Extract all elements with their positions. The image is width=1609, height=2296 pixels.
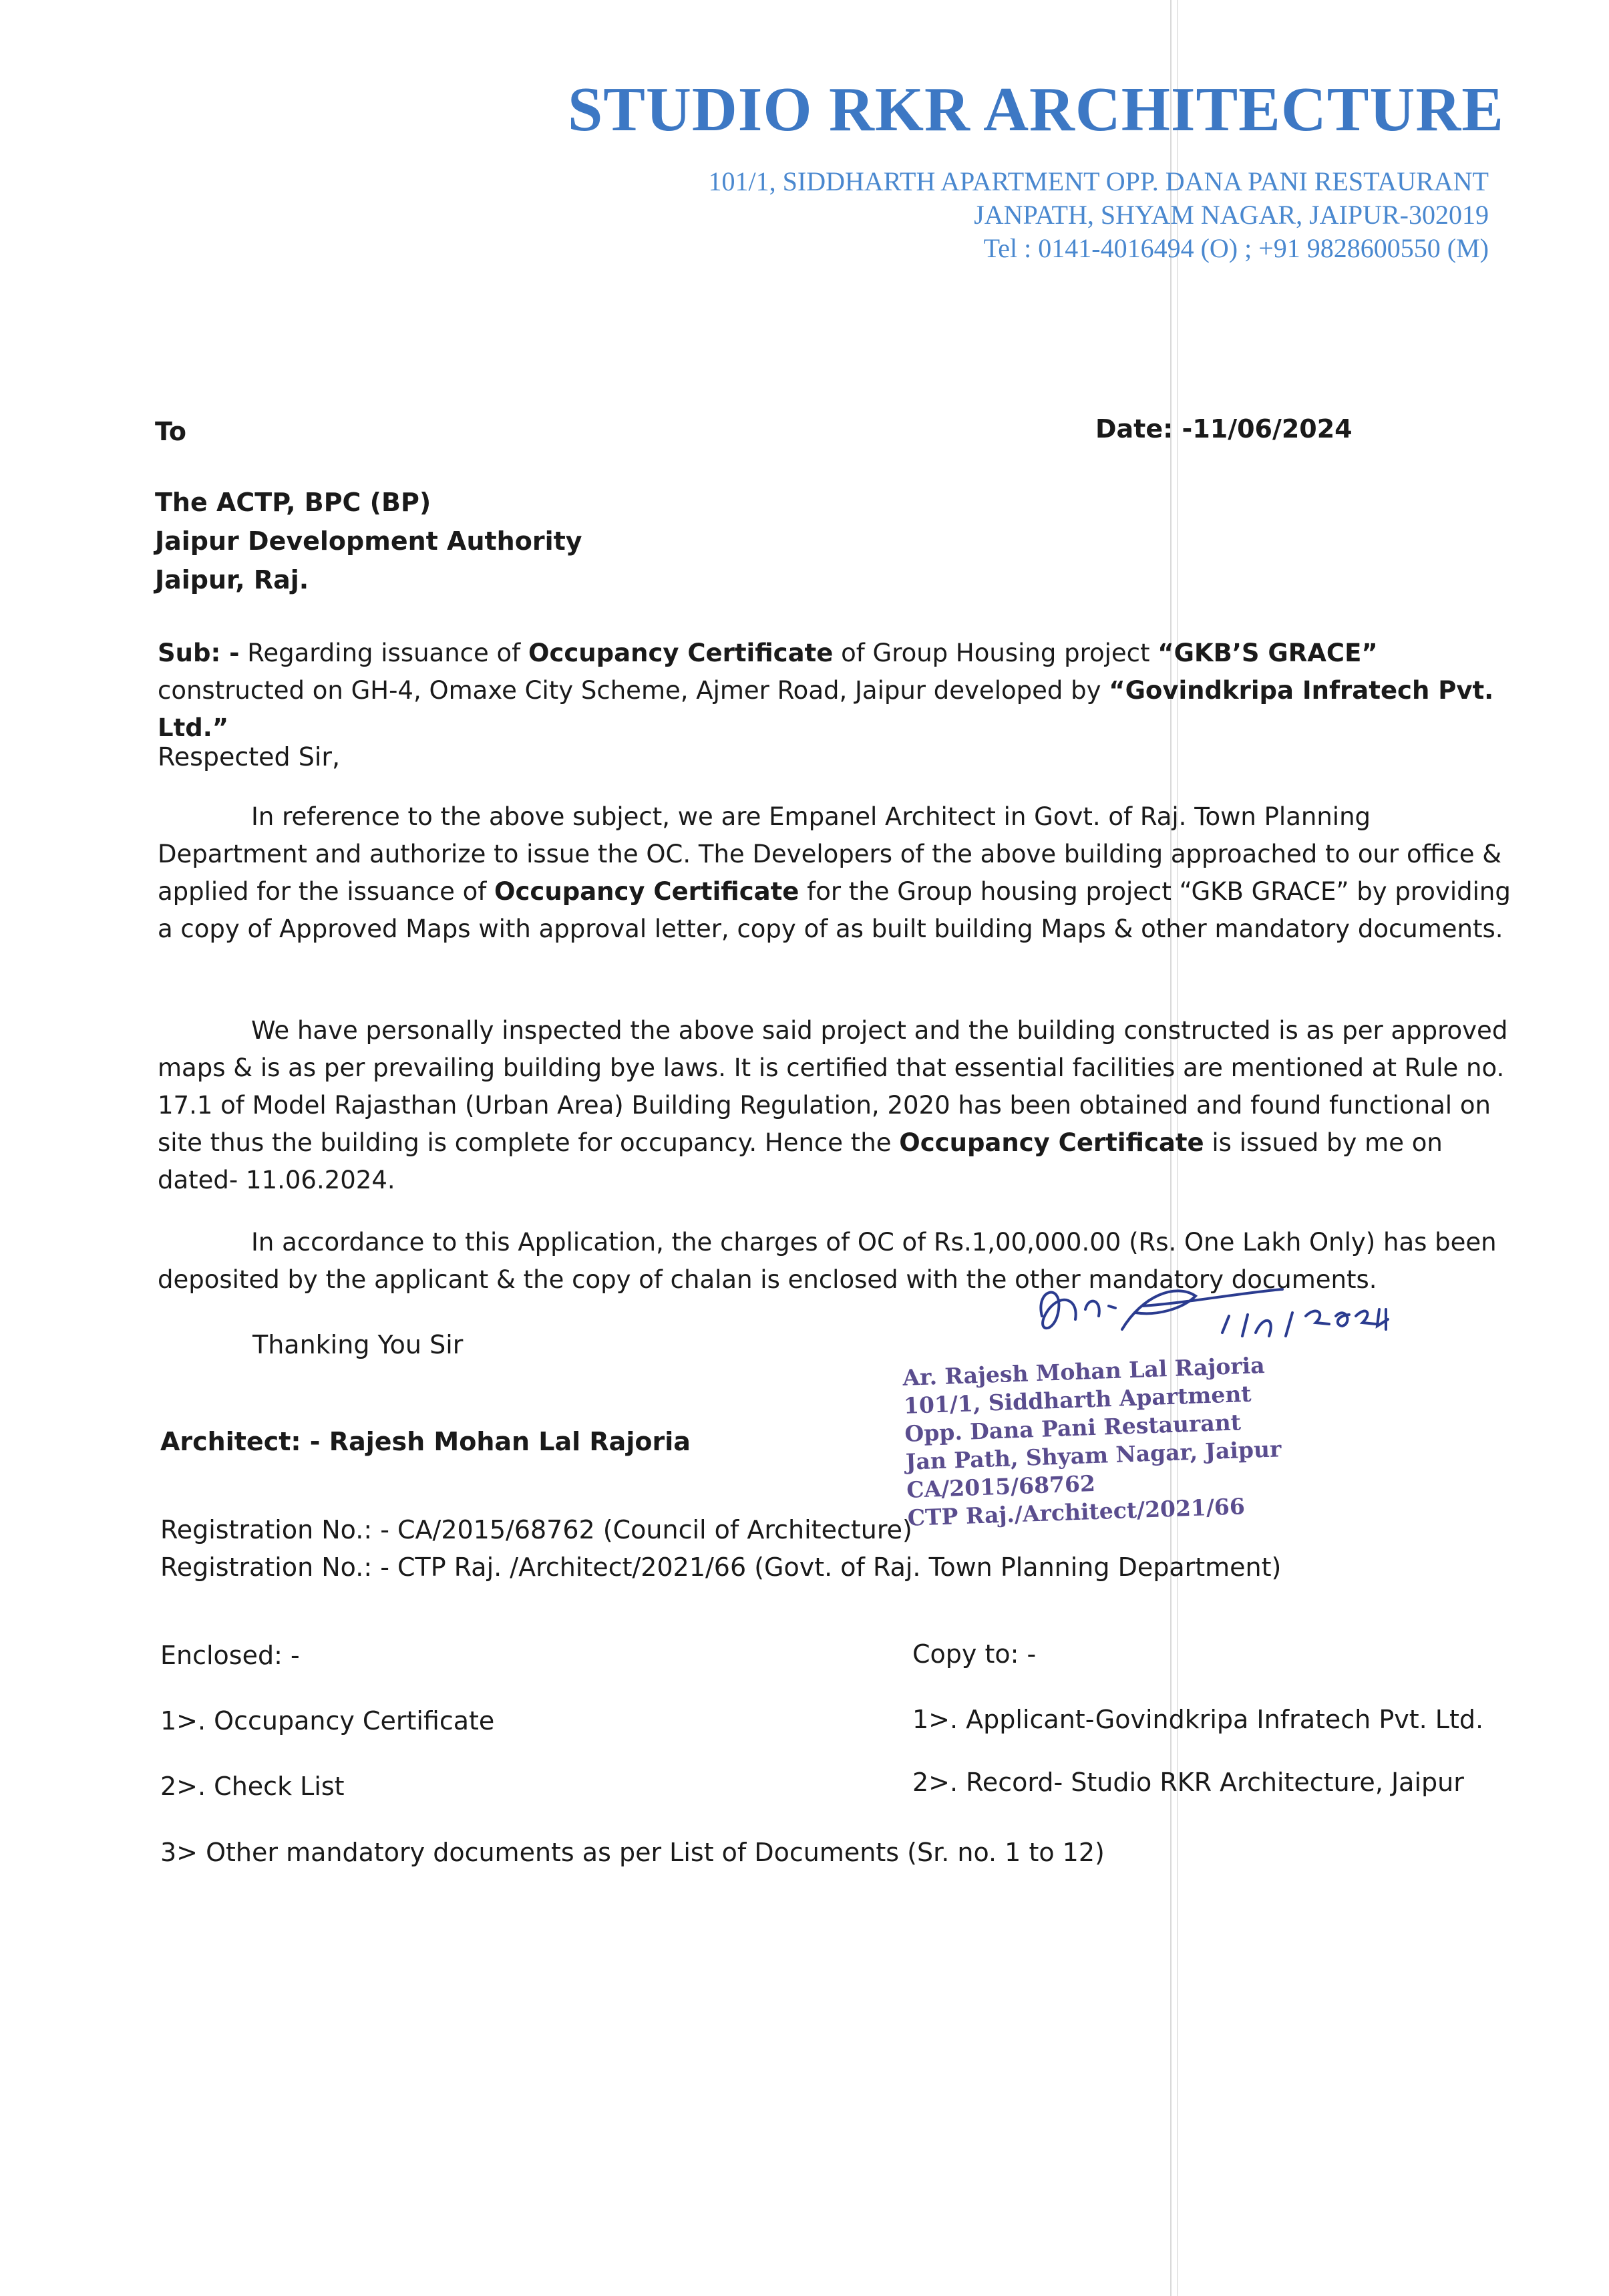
enclosed-item: 1>. Occupancy Certificate: [160, 1706, 495, 1736]
letter-date: Date: -11/06/2024: [1095, 414, 1353, 444]
to-label: To: [155, 417, 186, 446]
registration-2: Registration No.: - CTP Raj. /Architect/2021/66 (Govt. of Raj. Town Planning Department): [160, 1552, 1282, 1582]
enclosed-item: 3> Other mandatory documents as per List of Documents (Sr. no. 1 to 12): [160, 1838, 1105, 1867]
letterhead-address-1: 101/1, SIDDHARTH APARTMENT OPP. DANA PANI RESTAURANT: [708, 166, 1489, 196]
closing-line: Thanking You Sir: [252, 1330, 464, 1359]
letterhead-address-2: JANPATH, SHYAM NAGAR, JAIPUR-302019: [974, 200, 1489, 230]
stamp-line: 101/1, Siddharth Apartment: [903, 1380, 1252, 1419]
subject-developer-name: “Govindkripa Infratech Pvt. Ltd.”: [158, 676, 1494, 742]
salutation: Respected Sir,: [158, 742, 341, 772]
paragraph-text: In reference to the above subject, we are Empanel Architect in Govt. of Raj. Town Planning Department and authorize to issue the OC. The Developers of the above building approached to our office & applied for the issuance of: [158, 802, 1502, 906]
enclosed-label: Enclosed: -: [160, 1641, 300, 1670]
copy-to-label: Copy to: -: [912, 1639, 1037, 1669]
subject-paragraph: [158, 635, 1513, 747]
paragraph-bold: Occupancy Certificate: [494, 877, 799, 906]
stamp-line: Opp. Dana Pani Restaurant: [904, 1409, 1242, 1447]
recipient-line-1: The ACTP, BPC (BP): [155, 488, 431, 517]
paragraph-text: for the Group housing project “GKB GRACE” by providing a copy of Approved Maps with approval letter, copy of as built building Maps & other mandatory documents.: [158, 877, 1511, 943]
subject-text: Regarding issuance of: [239, 639, 528, 667]
paragraph-text: is issued by me on dated- 11.06.2024.: [158, 1128, 1443, 1194]
stamp-line: Ar. Rajesh Mohan Lal Rajoria: [902, 1352, 1266, 1391]
copy-to-item: 2>. Record- Studio RKR Architecture, Jaipur: [912, 1768, 1464, 1797]
subject-project-name: “GKB’S GRACE”: [1157, 639, 1378, 667]
stamp-line: CA/2015/68762: [906, 1470, 1096, 1503]
subject-text: of Group Housing project: [833, 639, 1158, 667]
body-paragraph-1: [158, 798, 1520, 948]
copy-to-item: 1>. Applicant-Govindkripa Infratech Pvt. Ltd.: [912, 1705, 1484, 1734]
recipient-line-3: Jaipur, Raj.: [155, 565, 309, 595]
stamp-line: Jan Path, Shyam Nagar, Jaipur: [905, 1436, 1282, 1475]
enclosed-item: 2>. Check List: [160, 1772, 345, 1801]
letterhead-phone: Tel : 0141-4016494 (O) ; +91 9828600550 (M): [983, 233, 1489, 263]
subject-bold: Occupancy Certificate: [528, 639, 834, 667]
architect-line: Architect: - Rajesh Mohan Lal Rajoria: [160, 1427, 691, 1456]
recipient-line-2: Jaipur Development Authority: [155, 526, 582, 556]
architect-stamp: [902, 1348, 1362, 1532]
subject-text: constructed on GH-4, Omaxe City Scheme, Ajmer Road, Jaipur developed by: [158, 676, 1109, 705]
stamp-line: CTP Raj./Architect/2021/66: [907, 1493, 1246, 1531]
paragraph-text: We have personally inspected the above said project and the building constructed is as per approved maps & is as per prevailing building bye laws. It is certified that essential facilities are mentioned at Rule no. 17.1 of Model Rajasthan (Urban Area) Building Regulation, 2020 has been obtained and found functional on site thus the building is complete for occupancy. Hence the: [158, 1016, 1508, 1157]
registration-1: Registration No.: - CA/2015/68762 (Council of Architecture): [160, 1515, 912, 1544]
paragraph-bold: Occupancy Certificate: [899, 1128, 1204, 1157]
letterhead-title: STUDIO RKR ARCHITECTURE: [568, 75, 1504, 144]
subject-label: Sub: -: [158, 639, 240, 667]
body-paragraph-2: [158, 1012, 1520, 1199]
paragraph-text: In accordance to this Application, the charges of OC of Rs.1,00,000.00 (Rs. One Lakh Only) has been deposited by the applicant & the copy of chalan is enclosed with the other mandatory documents.: [158, 1228, 1497, 1294]
